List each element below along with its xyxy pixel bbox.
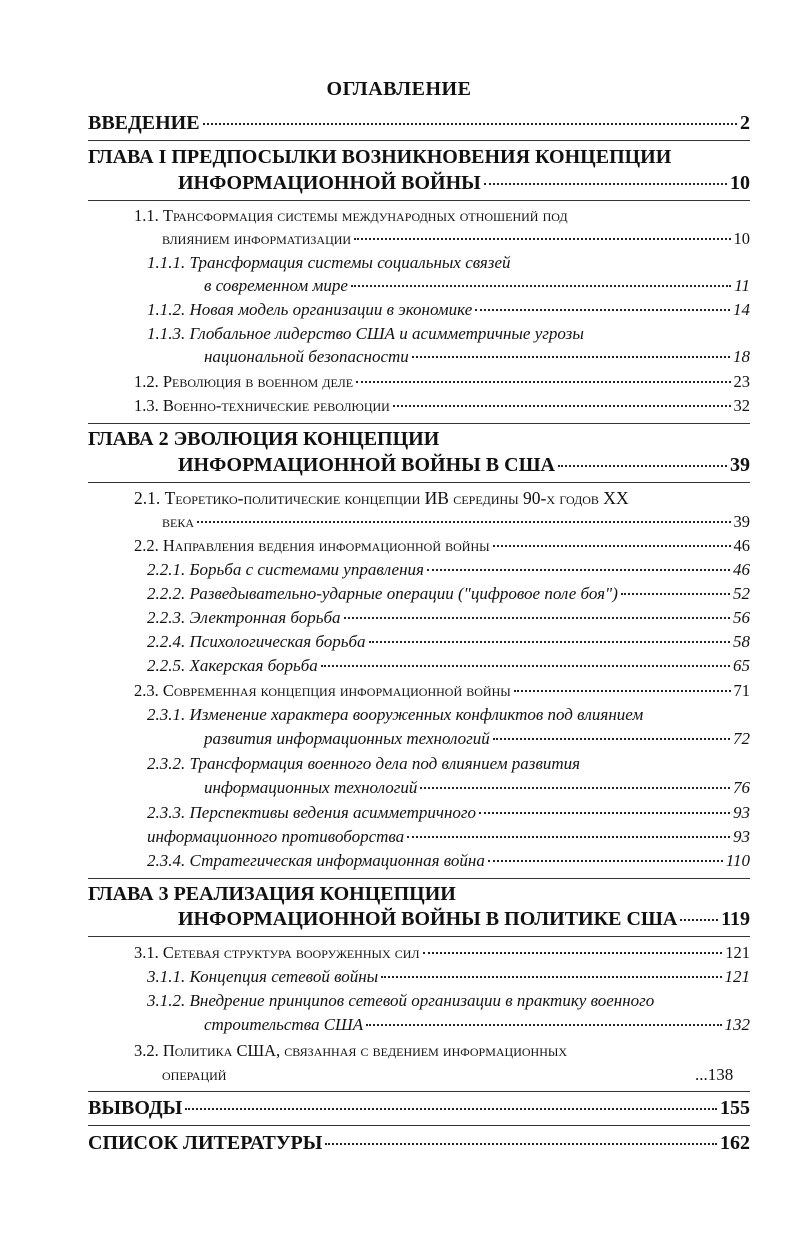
toc-page-number: 32 bbox=[733, 396, 750, 415]
toc-page-number: 10 bbox=[733, 229, 750, 248]
toc-label: ИНФОРМАЦИОННОЙ ВОЙНЫ bbox=[178, 172, 481, 194]
leader-dots bbox=[475, 309, 730, 311]
toc-entry-intro[interactable] bbox=[88, 112, 750, 135]
leader-dots bbox=[325, 1143, 717, 1145]
toc-label: 1.2. Революция в военном деле bbox=[134, 372, 354, 391]
subsection-2-3-1-title: 2.3.1. Изменение характера вооруженных конфликтов под влиянием bbox=[147, 705, 644, 724]
chapter-3-title: ГЛАВА 3 РЕАЛИЗАЦИЯ КОНЦЕПЦИИ bbox=[88, 883, 456, 905]
toc-label: 2.2.4. Психологическая борьба bbox=[147, 632, 366, 651]
page-title: ОГЛАВЛЕНИЕ bbox=[326, 78, 472, 100]
leader-dots bbox=[407, 836, 730, 838]
leader-dots bbox=[344, 617, 730, 619]
leader-dots bbox=[197, 521, 730, 523]
toc-label: влиянием информатизации bbox=[162, 229, 352, 248]
toc-entry-1-2[interactable] bbox=[134, 372, 750, 392]
toc-page-number: 58 bbox=[733, 632, 750, 651]
toc-entry-2-3-2[interactable] bbox=[204, 778, 750, 798]
section-2-1-title: 2.1. Теоретико-политические концепции ИВ середины 90-х годов XX bbox=[134, 488, 629, 508]
leader-dots bbox=[484, 183, 727, 185]
toc-entry-2-3[interactable] bbox=[134, 681, 750, 701]
subsection-1-1-3-title: 1.1.3. Глобальное лидерство США и асимметричные угрозы bbox=[147, 324, 584, 343]
toc-label: 1.3. Военно-технические революции bbox=[134, 396, 390, 415]
toc-label: ИНФОРМАЦИОННОЙ ВОЙНЫ В ПОЛИТИКЕ США bbox=[178, 908, 678, 930]
toc-entry-2-1[interactable] bbox=[162, 512, 750, 532]
subsection-3-1-2-title: 3.1.2. Внедрение принципов сетевой организации в практику военного bbox=[147, 991, 655, 1010]
toc-label: 2.3.4. Стратегическая информационная война bbox=[147, 851, 485, 870]
toc-page-number: 11 bbox=[734, 276, 750, 295]
toc-page-number: 56 bbox=[733, 608, 750, 627]
toc-entry-3-1[interactable] bbox=[134, 943, 750, 963]
toc-label: 2.2.1. Борьба с системами управления bbox=[147, 560, 424, 579]
toc-page-number: 46 bbox=[733, 536, 750, 555]
subsection-2-3-2-title: 2.3.2. Трансформация военного дела под влиянием развития bbox=[147, 754, 581, 773]
toc-label: 2.2.2. Разведывательно-ударные операции ("цифровое поле боя") bbox=[147, 584, 618, 603]
toc-entry-1-1-3[interactable] bbox=[204, 347, 750, 367]
divider bbox=[88, 936, 750, 937]
toc-page-number: 23 bbox=[733, 372, 750, 391]
toc-entry-1-1-1[interactable] bbox=[204, 276, 750, 296]
leader-dots bbox=[321, 665, 730, 667]
leader-dots bbox=[423, 952, 723, 954]
toc-entry-2-3-3[interactable] bbox=[147, 803, 750, 823]
chapter-2-title: ГЛАВА 2 ЭВОЛЮЦИЯ КОНЦЕПЦИИ bbox=[88, 428, 440, 450]
leader-dots bbox=[493, 738, 730, 740]
toc-page-number: 18 bbox=[733, 347, 750, 366]
toc-label: информационных технологий bbox=[204, 778, 418, 797]
leader-dots bbox=[514, 690, 731, 692]
toc-entry-2-3-4[interactable] bbox=[147, 851, 750, 871]
toc-entry-1-1-2[interactable] bbox=[147, 300, 750, 320]
leader-dots bbox=[381, 976, 721, 978]
toc-label: 2.2. Направления ведения информационной войны bbox=[134, 536, 490, 555]
toc-entry-2-2-5[interactable] bbox=[147, 656, 750, 676]
toc-page-number: 93 bbox=[733, 827, 750, 846]
leader-dots bbox=[369, 641, 730, 643]
toc-label: ИНФОРМАЦИОННОЙ ВОЙНЫ В США bbox=[178, 454, 555, 476]
divider bbox=[88, 878, 750, 879]
toc-page-number: 121 bbox=[724, 967, 750, 986]
leader-dots bbox=[621, 593, 730, 595]
toc-page-number: 2 bbox=[740, 112, 750, 134]
toc-entry-1-1[interactable] bbox=[162, 229, 750, 249]
toc-page-number: 65 bbox=[733, 656, 750, 675]
toc-page-number: 76 bbox=[733, 778, 750, 797]
toc-entry-2-2[interactable] bbox=[134, 536, 750, 556]
toc-page-number: 121 bbox=[725, 943, 750, 962]
toc-entry-conclusions[interactable] bbox=[88, 1097, 750, 1120]
toc-page-number: 52 bbox=[733, 584, 750, 603]
leader-dots bbox=[393, 405, 731, 407]
toc-entry-2-2-3[interactable] bbox=[147, 608, 750, 628]
leader-dots bbox=[203, 123, 737, 125]
toc-label: 2.2.5. Хакерская борьба bbox=[147, 656, 318, 675]
toc-entry-references[interactable] bbox=[88, 1132, 750, 1155]
toc-page-number: 10 bbox=[730, 172, 750, 194]
toc-label: века bbox=[162, 512, 195, 531]
toc-page-number: 93 bbox=[733, 803, 750, 822]
toc-entry-3-1-2[interactable] bbox=[204, 1015, 750, 1035]
leader-dots bbox=[354, 238, 730, 240]
toc-page-number: 155 bbox=[720, 1097, 750, 1119]
toc-page-number: 132 bbox=[724, 1015, 750, 1034]
toc-page-number: 71 bbox=[733, 681, 750, 700]
toc-entry-3-1-1[interactable] bbox=[147, 967, 750, 987]
toc-entry-2-2-1[interactable] bbox=[147, 560, 750, 580]
chapter-1-title: ГЛАВА I ПРЕДПОСЫЛКИ ВОЗНИКНОВЕНИЯ КОНЦЕПЦИИ bbox=[88, 146, 672, 168]
leader-dots bbox=[493, 545, 731, 547]
leader-dots bbox=[185, 1108, 717, 1110]
toc-label: 2.3. Современная концепция информационной войны bbox=[134, 681, 511, 700]
section-3-2-title: 3.2. Политика США, связанная с ведением информационных bbox=[134, 1041, 568, 1060]
leader-dots bbox=[558, 465, 727, 467]
toc-entry-2-3-3-cont[interactable] bbox=[147, 827, 750, 847]
toc-label: 1.1.2. Новая модель организации в экономике bbox=[147, 300, 473, 319]
subsection-1-1-1-title: 1.1.1. Трансформация системы социальных связей bbox=[147, 253, 511, 272]
leader-dots bbox=[680, 919, 718, 921]
toc-entry-2-2-2[interactable] bbox=[147, 584, 750, 604]
divider bbox=[88, 200, 750, 201]
toc-label: 3.1. Сетевая структура вооруженных сил bbox=[134, 943, 420, 962]
toc-page-number[interactable]: ...138 bbox=[695, 1065, 734, 1084]
toc-entry-2-2-4[interactable] bbox=[147, 632, 750, 652]
toc-page-number: 46 bbox=[733, 560, 750, 579]
toc-label: 2.2.3. Электронная борьба bbox=[147, 608, 341, 627]
toc-page-number: 72 bbox=[733, 729, 750, 748]
toc-page-number: 14 bbox=[733, 300, 750, 319]
toc-label: строительства США bbox=[204, 1015, 364, 1034]
toc-label: 3.1.1. Концепция сетевой войны bbox=[147, 967, 379, 986]
toc-page-number: 110 bbox=[725, 851, 750, 870]
leader-dots bbox=[427, 569, 730, 571]
toc-page-number: 39 bbox=[733, 512, 750, 531]
section-3-2-title-cont: операций bbox=[162, 1065, 227, 1084]
toc-entry-chapter-1[interactable] bbox=[178, 172, 750, 195]
toc-entry-1-3[interactable] bbox=[134, 396, 750, 416]
toc-label: информационного противоборства bbox=[147, 827, 405, 846]
leader-dots bbox=[412, 356, 730, 358]
toc-label: СПИСОК ЛИТЕРАТУРЫ bbox=[88, 1132, 323, 1154]
toc-label: в современном мире bbox=[204, 276, 348, 295]
divider bbox=[88, 1125, 750, 1126]
divider bbox=[88, 140, 750, 141]
divider bbox=[88, 1091, 750, 1092]
leader-dots bbox=[420, 787, 730, 789]
leader-dots bbox=[479, 812, 730, 814]
leader-dots bbox=[488, 860, 723, 862]
toc-entry-2-3-1[interactable] bbox=[204, 729, 750, 749]
toc-page-number: 162 bbox=[720, 1132, 750, 1154]
toc-label: развития информационных технологий bbox=[204, 729, 490, 748]
leader-dots bbox=[366, 1024, 721, 1026]
section-1-1-title: 1.1. Трансформация системы международных отношений под bbox=[134, 206, 568, 225]
toc-label: ВВЕДЕНИЕ bbox=[88, 112, 200, 134]
divider bbox=[88, 423, 750, 424]
toc-label: национальной безопасности bbox=[204, 347, 409, 366]
leader-dots bbox=[351, 285, 731, 287]
toc-page-number: 39 bbox=[730, 454, 750, 476]
toc-entry-chapter-3[interactable] bbox=[178, 908, 750, 931]
toc-label: 2.3.3. Перспективы ведения асимметричного bbox=[147, 803, 477, 822]
toc-entry-chapter-2[interactable] bbox=[178, 454, 750, 477]
toc-page-number: 119 bbox=[721, 908, 750, 930]
leader-dots bbox=[356, 381, 730, 383]
toc-label: ВЫВОДЫ bbox=[88, 1097, 183, 1119]
divider bbox=[88, 482, 750, 483]
